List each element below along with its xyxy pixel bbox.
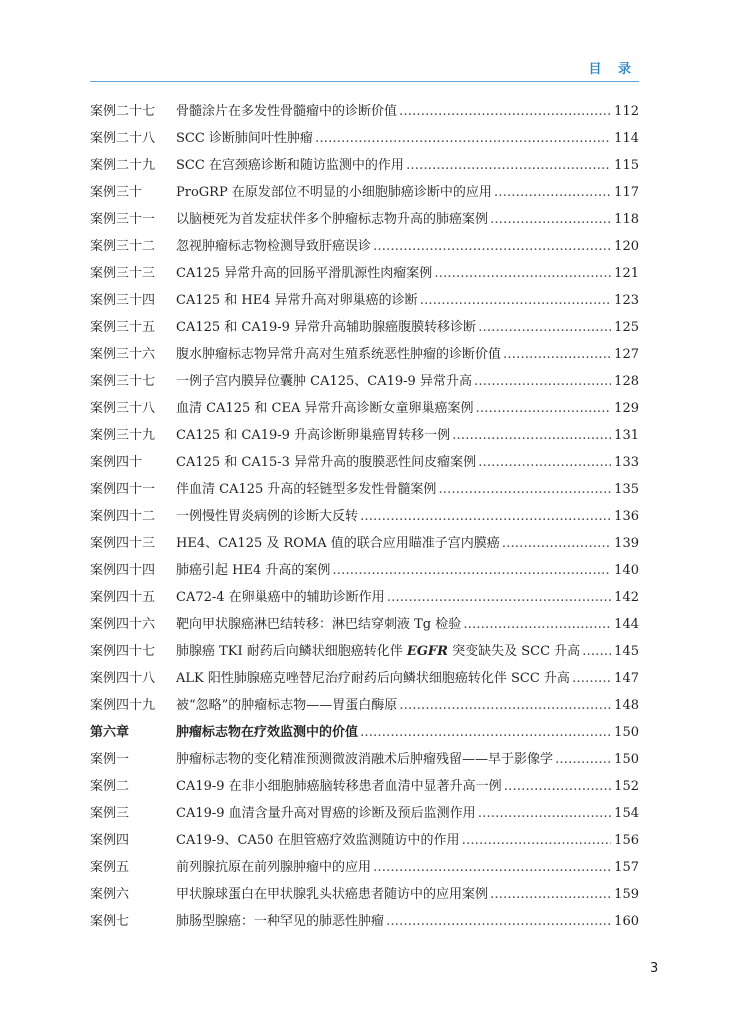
toc-entry-title: ALK 阳性肺腺癌克唑替尼治疗耐药后向鳞状细胞癌转化伴 SCC 升高 xyxy=(176,671,570,687)
title-text: 肺腺癌 TKI 耐药后向鳞状细胞癌转化伴 xyxy=(176,644,407,660)
toc-entry[interactable] xyxy=(90,692,639,719)
leader-dots xyxy=(500,530,611,557)
toc-entry-title: 肺肠型腺癌：一种罕见的肺恶性肿瘤 xyxy=(176,914,385,930)
toc-entry-title: CA125 和 CA19-9 升高诊断卵巢癌胃转移一例 xyxy=(176,428,451,444)
toc-entry[interactable] xyxy=(90,179,639,206)
toc-entry-page: 115 xyxy=(614,158,639,174)
toc-entry-page: 123 xyxy=(614,293,639,309)
toc-entry-label: 案例四十七 xyxy=(90,644,156,660)
leader-dots xyxy=(432,260,611,287)
toc-entry[interactable] xyxy=(90,98,639,125)
toc-entry-label: 案例四十六 xyxy=(90,617,156,633)
toc-entry-label: 案例二十八 xyxy=(90,131,156,147)
toc-entry[interactable] xyxy=(90,638,639,665)
toc-entry[interactable] xyxy=(90,125,639,152)
toc-entry[interactable] xyxy=(90,557,639,584)
toc-entry-label: 案例三十一 xyxy=(90,212,156,228)
toc-entry-page: 121 xyxy=(614,266,639,282)
toc-entry-page: 152 xyxy=(614,779,639,795)
toc-entry-label: 案例三十二 xyxy=(90,239,156,255)
toc-entry-title: CA125 和 CA19-9 异常升高辅助腺癌腹膜转移诊断 xyxy=(176,320,477,336)
leader-dots xyxy=(397,692,611,719)
toc-entry[interactable] xyxy=(90,881,639,908)
toc-entry-page: 127 xyxy=(614,347,639,363)
toc-entry[interactable] xyxy=(90,530,639,557)
toc-entry-label: 案例二 xyxy=(90,779,130,795)
toc-entry-page: 140 xyxy=(614,563,639,579)
toc-entry-page: 160 xyxy=(614,914,639,930)
toc-entry[interactable] xyxy=(90,476,639,503)
leader-dots xyxy=(580,638,611,665)
leader-dots xyxy=(404,152,611,179)
toc-entry-title: ProGRP 在原发部位不明显的小细胞肺癌诊断中的应用 xyxy=(176,185,492,201)
chapter-page: 150 xyxy=(614,725,639,741)
toc-entry-title: 一例慢性胃炎病例的诊断大反转 xyxy=(176,509,359,525)
leader-dots xyxy=(450,422,611,449)
header-title: 目 录 xyxy=(588,62,637,77)
gene-name-italic: EGFR xyxy=(406,644,448,660)
toc-entry[interactable] xyxy=(90,746,639,773)
leader-dots xyxy=(371,233,611,260)
toc-entry-label: 案例四十九 xyxy=(90,698,156,714)
toc-entry-label: 案例四十二 xyxy=(90,509,156,525)
leader-dots xyxy=(476,449,611,476)
toc-entry[interactable] xyxy=(90,314,639,341)
toc-entry-page: 144 xyxy=(614,617,639,633)
toc-entry-page: 147 xyxy=(614,671,639,687)
toc-entry-title: 骨髓涂片在多发性骨髓瘤中的诊断价值 xyxy=(176,104,398,119)
leader-dots xyxy=(474,395,611,422)
running-header xyxy=(90,58,639,82)
toc-entry[interactable] xyxy=(90,206,639,233)
toc-entry-label: 案例三十四 xyxy=(90,293,156,309)
toc-entry-title: 肿瘤标志物的变化精准预测微波消融术后肿瘤残留——早于影像学 xyxy=(176,752,554,768)
leader-dots xyxy=(502,773,611,800)
leader-dots xyxy=(313,125,611,152)
toc-entry-title: SCC 诊断肺间叶性肿瘤 xyxy=(176,131,313,147)
toc-entry[interactable] xyxy=(90,503,639,530)
leader-dots xyxy=(385,584,611,611)
toc-entry-label: 案例四 xyxy=(90,833,130,849)
toc-entry[interactable] xyxy=(90,827,639,854)
leader-dots xyxy=(461,611,611,638)
toc-entry[interactable] xyxy=(90,152,639,179)
toc-entry-title: CA125 异常升高的回肠平滑肌源性肉瘤案例 xyxy=(176,266,433,282)
toc-entry-title: 以脑梗死为首发症状伴多个肿瘤标志物升高的肺癌案例 xyxy=(176,212,489,228)
toc-entry-title: 忽视肿瘤标志物检测导致肝癌误诊 xyxy=(176,239,372,255)
toc-entry-page: 128 xyxy=(614,374,639,390)
chapter-title: 肿瘤标志物在疗效监测中的价值 xyxy=(176,725,359,741)
toc-entry-title: 腹水肿瘤标志物异常升高对生殖系统恶性肿瘤的诊断价值 xyxy=(176,347,502,363)
toc-entry-label: 案例二十九 xyxy=(90,158,156,174)
toc-entry[interactable] xyxy=(90,449,639,476)
toc-entry-label: 案例三十五 xyxy=(90,320,156,336)
leader-dots xyxy=(476,314,611,341)
leader-dots xyxy=(488,206,611,233)
toc-entry[interactable] xyxy=(90,260,639,287)
toc-entry-page: 120 xyxy=(614,239,639,255)
toc-entry[interactable] xyxy=(90,665,639,692)
leader-dots xyxy=(418,287,611,314)
toc-entry-page: 117 xyxy=(614,185,639,201)
toc-entry-title: HE4、CA125 及 ROMA 值的联合应用瞄准子宫内膜癌 xyxy=(176,536,500,552)
leader-dots xyxy=(330,557,611,584)
toc-entry-label: 案例七 xyxy=(90,914,130,930)
toc-entry-title: 甲状腺球蛋白在甲状腺乳头状癌患者随访中的应用案例 xyxy=(176,887,489,903)
leader-dots xyxy=(570,665,611,692)
toc-entry-label: 案例四十四 xyxy=(90,563,156,579)
toc-entry-title: SCC 在宫颈癌诊断和随访监测中的作用 xyxy=(176,158,404,174)
leader-dots xyxy=(492,179,611,206)
toc-entry-label: 案例四十八 xyxy=(90,671,156,687)
toc-entry-page: 125 xyxy=(614,320,639,336)
page-number: 3 xyxy=(650,961,659,976)
toc-entry-title: 血清 CA125 和 CEA 异常升高诊断女童卵巢癌案例 xyxy=(176,401,474,417)
toc-entry-page: 156 xyxy=(614,833,639,849)
leader-dots xyxy=(384,908,611,935)
toc-entry-title: CA19-9、CA50 在胆管癌疗效监测随访中的作用 xyxy=(176,833,460,849)
leader-dots xyxy=(371,854,611,881)
toc-entry[interactable] xyxy=(90,773,639,800)
toc-entry-page: 150 xyxy=(614,752,639,768)
leader-dots xyxy=(472,368,611,395)
toc-entry-title: CA72-4 在卵巢癌中的辅助诊断作用 xyxy=(176,590,385,606)
leader-dots xyxy=(358,719,611,746)
toc-entry[interactable] xyxy=(90,287,639,314)
leader-dots xyxy=(553,746,611,773)
toc-chapter[interactable] xyxy=(90,719,639,746)
toc-entry-label: 案例三十六 xyxy=(90,347,156,363)
toc-entry-title: CA125 和 CA15-3 异常升高的腹膜恶性间皮瘤案例 xyxy=(176,455,477,471)
toc-entry-page: 118 xyxy=(614,212,639,228)
toc-entry-label: 案例六 xyxy=(90,887,130,903)
toc-entry-label: 案例四十五 xyxy=(90,590,156,606)
toc-entry-label: 案例四十三 xyxy=(90,536,156,552)
toc-entry-page: 148 xyxy=(614,698,639,714)
toc-entry[interactable] xyxy=(90,368,639,395)
toc-entry-page: 139 xyxy=(614,536,639,552)
toc-entry-page: 112 xyxy=(614,104,639,119)
toc-entry-title: 伴血清 CA125 升高的轻链型多发性骨髓案例 xyxy=(176,482,437,498)
toc-entry-label: 案例三十三 xyxy=(90,266,156,282)
toc-entry-title: 肺癌引起 HE4 升高的案例 xyxy=(176,563,331,579)
chapter-label: 第六章 xyxy=(90,725,130,741)
toc-entry-title: CA19-9 血清含量升高对胃癌的诊断及预后监测作用 xyxy=(176,806,476,822)
toc-entry-title: CA125 和 HE4 异常升高对卵巢癌的诊断 xyxy=(176,293,418,309)
toc-entry-title: 前列腺抗原在前列腺肿瘤中的应用 xyxy=(176,860,372,876)
toc-entry-label: 案例三十八 xyxy=(90,401,156,417)
leader-dots xyxy=(397,98,611,125)
header-rule xyxy=(90,81,639,82)
leader-dots xyxy=(476,800,611,827)
toc-entry[interactable] xyxy=(90,611,639,638)
toc-entry-label: 案例三十 xyxy=(90,185,143,201)
toc-entry[interactable] xyxy=(90,908,639,935)
toc-entry-label: 案例一 xyxy=(90,752,130,768)
toc-entry[interactable] xyxy=(90,341,639,368)
toc-entry-page: 154 xyxy=(614,806,639,822)
toc-entry-page: 129 xyxy=(614,401,639,417)
toc-entry-page: 159 xyxy=(614,887,639,903)
toc-entry-page: 157 xyxy=(614,860,639,876)
toc-entry-label: 案例二十七 xyxy=(90,104,156,119)
toc-entry[interactable] xyxy=(90,422,639,449)
table-of-contents xyxy=(90,98,639,935)
toc-entry-page: 145 xyxy=(614,644,639,660)
leader-dots xyxy=(358,503,611,530)
toc-entry-title: 被“忽略”的肿瘤标志物——胃蛋白酶原 xyxy=(176,698,398,714)
toc-entry-page: 135 xyxy=(614,482,639,498)
toc-entry[interactable] xyxy=(90,800,639,827)
toc-entry-page: 114 xyxy=(614,131,639,147)
toc-entry-title: CA19-9 在非小细胞肺癌脑转移患者血清中显著升高一例 xyxy=(176,779,502,795)
toc-entry-label: 案例五 xyxy=(90,860,130,876)
leader-dots xyxy=(436,476,611,503)
leader-dots xyxy=(460,827,611,854)
toc-entry-page: 136 xyxy=(614,509,639,525)
toc-entry-title xyxy=(176,638,580,665)
toc-entry[interactable] xyxy=(90,233,639,260)
toc-entry-label: 案例三十七 xyxy=(90,374,156,390)
title-text: 突变缺失及 SCC 升高 xyxy=(447,644,581,660)
toc-entry-page: 142 xyxy=(614,590,639,606)
toc-entry[interactable] xyxy=(90,854,639,881)
leader-dots xyxy=(501,341,611,368)
toc-entry-label: 案例三十九 xyxy=(90,428,156,444)
leader-dots xyxy=(488,881,611,908)
toc-entry[interactable] xyxy=(90,395,639,422)
toc-entry-title: 靶向甲状腺癌淋巴结转移：淋巴结穿刺液 Tg 检验 xyxy=(176,617,462,633)
toc-entry-label: 案例四十 xyxy=(90,455,143,471)
toc-entry-page: 131 xyxy=(614,428,639,444)
toc-entry-label: 案例三 xyxy=(90,806,130,822)
toc-entry-title: 一例子宫内膜异位囊肿 CA125、CA19-9 异常升高 xyxy=(176,374,472,390)
toc-entry[interactable] xyxy=(90,584,639,611)
toc-entry-page: 133 xyxy=(614,455,639,471)
toc-entry-label: 案例四十一 xyxy=(90,482,156,498)
